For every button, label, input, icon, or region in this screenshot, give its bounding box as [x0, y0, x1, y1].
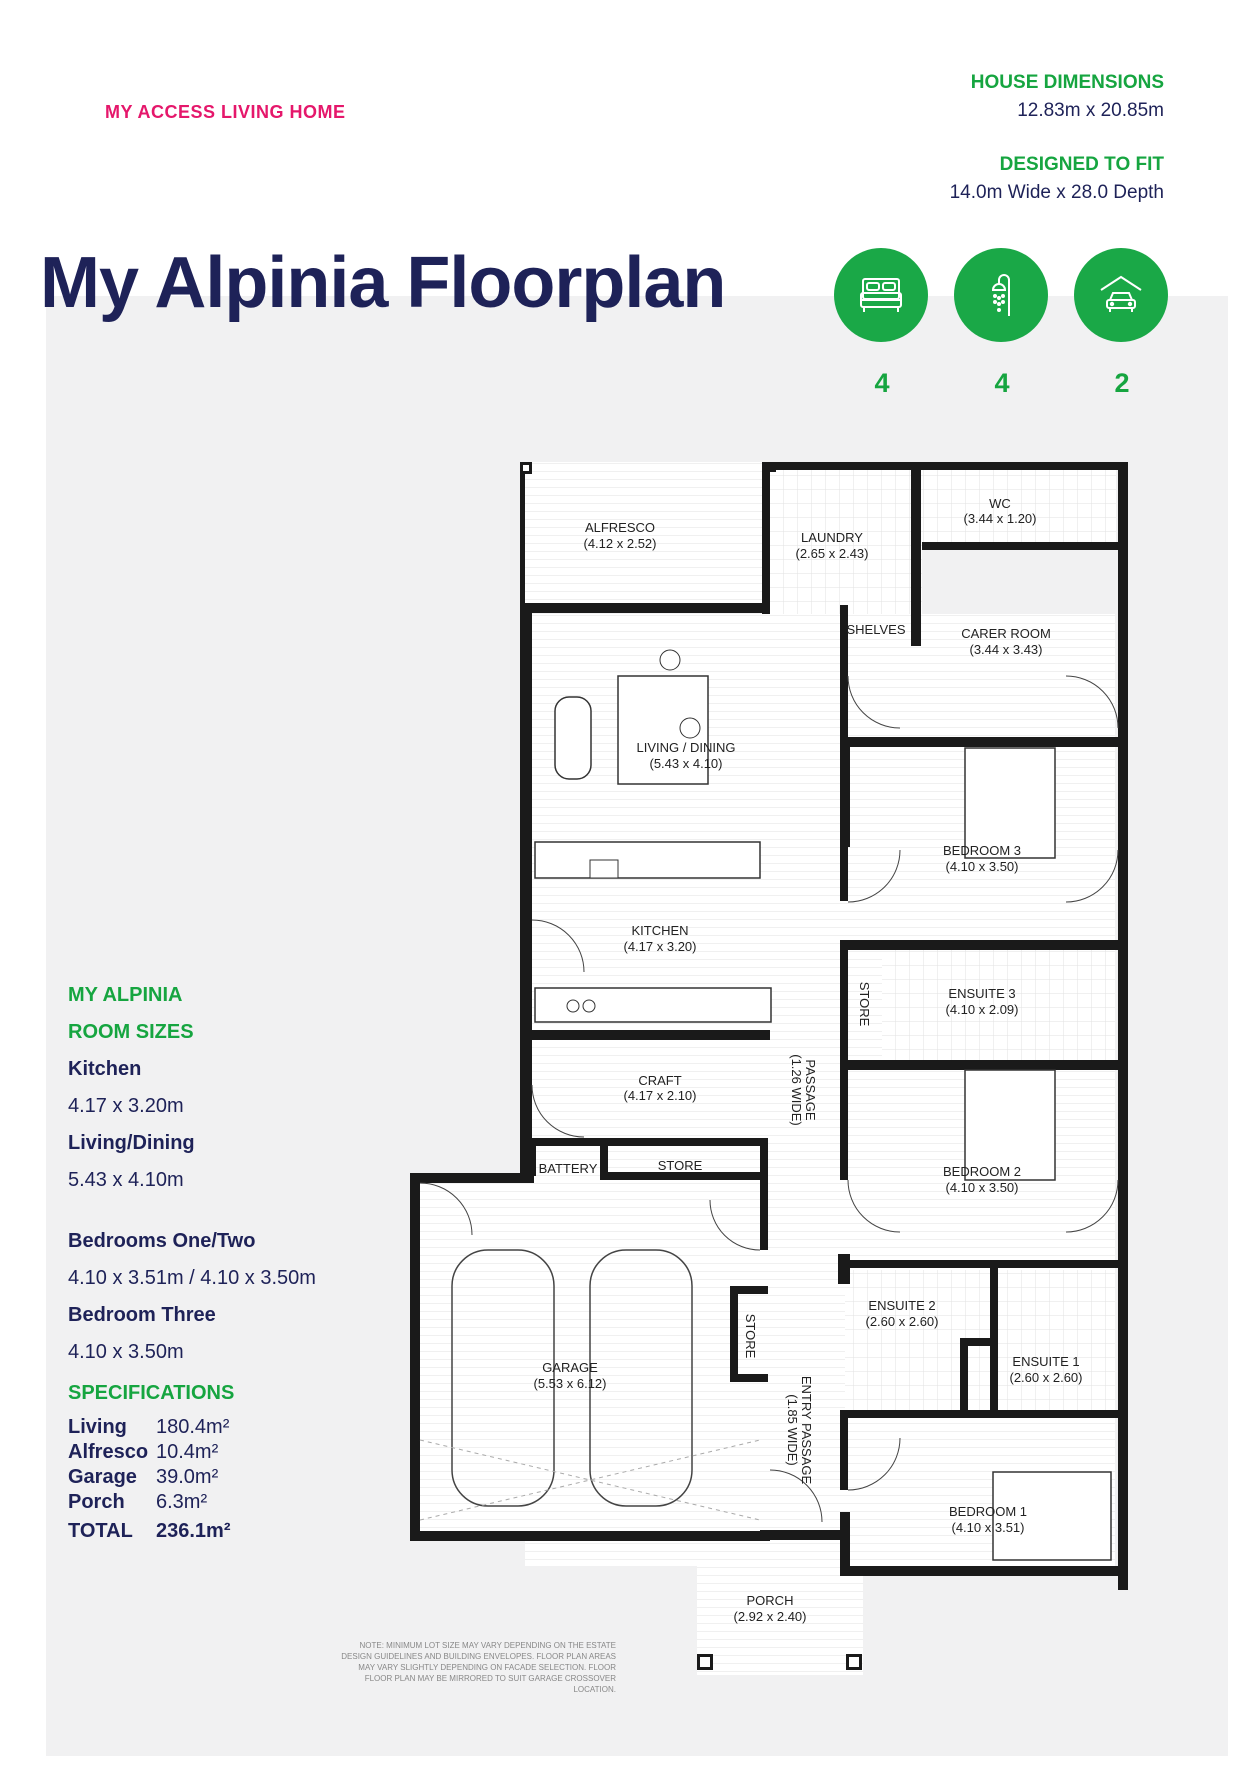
car-garage-icon [1074, 248, 1168, 342]
room-size: (2.92 x 2.40) [733, 1609, 807, 1624]
room-size: (2.60 x 2.60) [865, 1314, 939, 1329]
room-name: BEDROOM 1 [948, 1504, 1028, 1519]
page-title: My Alpinia Floorplan [40, 243, 726, 323]
designed-to-fit-label: DESIGNED TO FIT [999, 154, 1164, 175]
room-name: BATTERY [538, 1161, 598, 1176]
room-name: PORCH [746, 1593, 794, 1608]
bed-icon [834, 248, 928, 342]
room-size: (2.65 x 2.43) [795, 546, 869, 561]
sidebar [68, 984, 388, 1544]
spec-heading: SPECIFICATIONS [68, 1382, 235, 1404]
spec-row [68, 1440, 388, 1465]
room-name: LAUNDRY [801, 530, 863, 545]
room-name: PASSAGE [803, 1059, 818, 1121]
room-size: (2.60 x 2.60) [1009, 1370, 1083, 1385]
room-size: (4.10 x 3.50) [945, 859, 1019, 874]
spec-label: Alfresco [68, 1441, 149, 1463]
room-size: (4.17 x 3.20) [623, 939, 697, 954]
living-label: Living/Dining [68, 1132, 195, 1154]
room-size: (5.43 x 4.10) [649, 756, 723, 771]
shower-icon [954, 248, 1048, 342]
house-dimensions-label: HOUSE DIMENSIONS [970, 72, 1164, 93]
room-size: (3.44 x 3.43) [969, 642, 1043, 657]
spec-value: 6.3m² [156, 1491, 208, 1513]
room-name: STORE [657, 1158, 703, 1173]
room-name: STORE [857, 981, 872, 1027]
spec-row [68, 1415, 388, 1440]
room-name: ENTRY PASSAGE [799, 1375, 814, 1485]
room-name: ENSUITE 3 [948, 986, 1016, 1001]
spec-value: 10.4m² [156, 1441, 219, 1463]
brand-label: MY ACCESS LIVING HOME [105, 102, 346, 122]
total-value: 236.1m² [156, 1520, 231, 1542]
bed3-label: Bedroom Three [68, 1304, 216, 1326]
sidebar-name: MY ALPINIA [68, 984, 183, 1006]
total-label: TOTAL [68, 1520, 133, 1542]
room-size: (3.44 x 1.20) [963, 511, 1037, 526]
room-size: (5.53 x 6.12) [533, 1376, 607, 1391]
spec-row [68, 1465, 388, 1490]
spec-label: Living [68, 1416, 127, 1438]
spec-value: 180.4m² [156, 1416, 230, 1438]
room-size: (4.10 x 3.51) [951, 1520, 1025, 1535]
room-name: LIVING / DINING [636, 740, 736, 755]
room-name: CRAFT [638, 1073, 682, 1088]
house-dimensions-value: 12.83m x 20.85m [1017, 100, 1164, 121]
room-name: BEDROOM 3 [942, 843, 1022, 858]
spec-list [68, 1415, 388, 1544]
bathrooms-count: 4 [994, 368, 1010, 398]
room-name: ENSUITE 2 [868, 1298, 936, 1313]
spec-label: Garage [68, 1466, 137, 1488]
kitchen-value: 4.17 x 3.20m [68, 1095, 184, 1117]
room-name: STORE [743, 1313, 758, 1359]
room-name: SHELVES [846, 622, 906, 637]
spec-label: Porch [68, 1491, 125, 1513]
room-size: (1.26 WIDE) [789, 1054, 804, 1126]
room-name: WC [989, 496, 1011, 511]
bathrooms-feature [954, 248, 1050, 399]
room-size: (4.10 x 2.09) [945, 1002, 1019, 1017]
spec-total-row [68, 1519, 388, 1544]
designed-to-fit-value: 14.0m Wide x 28.0 Depth [949, 182, 1164, 203]
room-name: ENSUITE 1 [1012, 1354, 1080, 1369]
spec-row [68, 1490, 388, 1515]
spec-value: 39.0m² [156, 1466, 219, 1488]
room-size: (4.17 x 2.10) [623, 1088, 697, 1103]
bed12-label: Bedrooms One/Two [68, 1230, 256, 1252]
room-size: (4.10 x 3.50) [945, 1180, 1019, 1195]
bedrooms-count: 4 [874, 368, 890, 398]
dimensions-block [950, 72, 1164, 204]
disclaimer-note: NOTE: MINIMUM LOT SIZE MAY VARY DEPENDING ON THE ESTATE DESIGN GUIDELINES AND BUILDING ENVELOPES. FLOOR PLAN AREAS MAY VARY SLIGHTLY DEPENDING ON FACADE SELECTION. FLOOR FLOOR PLAN MAY BE MIRRORED TO SUIT GARAGE CROSSOVER LOCATION. [341, 1641, 616, 1694]
floorplan [400, 455, 1140, 1675]
garage-feature [1074, 248, 1170, 399]
room-sizes-heading: ROOM SIZES [68, 1021, 194, 1043]
room-size: (4.12 x 2.52) [583, 536, 657, 551]
bedrooms-feature [834, 248, 930, 399]
room-name: KITCHEN [631, 923, 689, 938]
room-name: CARER ROOM [961, 626, 1051, 641]
bed3-value: 4.10 x 3.50m [68, 1341, 184, 1363]
room-name: GARAGE [542, 1360, 598, 1375]
room-name: BEDROOM 2 [942, 1164, 1022, 1179]
kitchen-label: Kitchen [68, 1058, 142, 1080]
garage-count: 2 [1114, 368, 1130, 398]
room-size: (1.85 WIDE) [785, 1394, 800, 1466]
living-value: 5.43 x 4.10m [68, 1169, 184, 1191]
room-name: ALFRESCO [584, 520, 656, 535]
bed12-value: 4.10 x 3.51m / 4.10 x 3.50m [68, 1267, 316, 1289]
